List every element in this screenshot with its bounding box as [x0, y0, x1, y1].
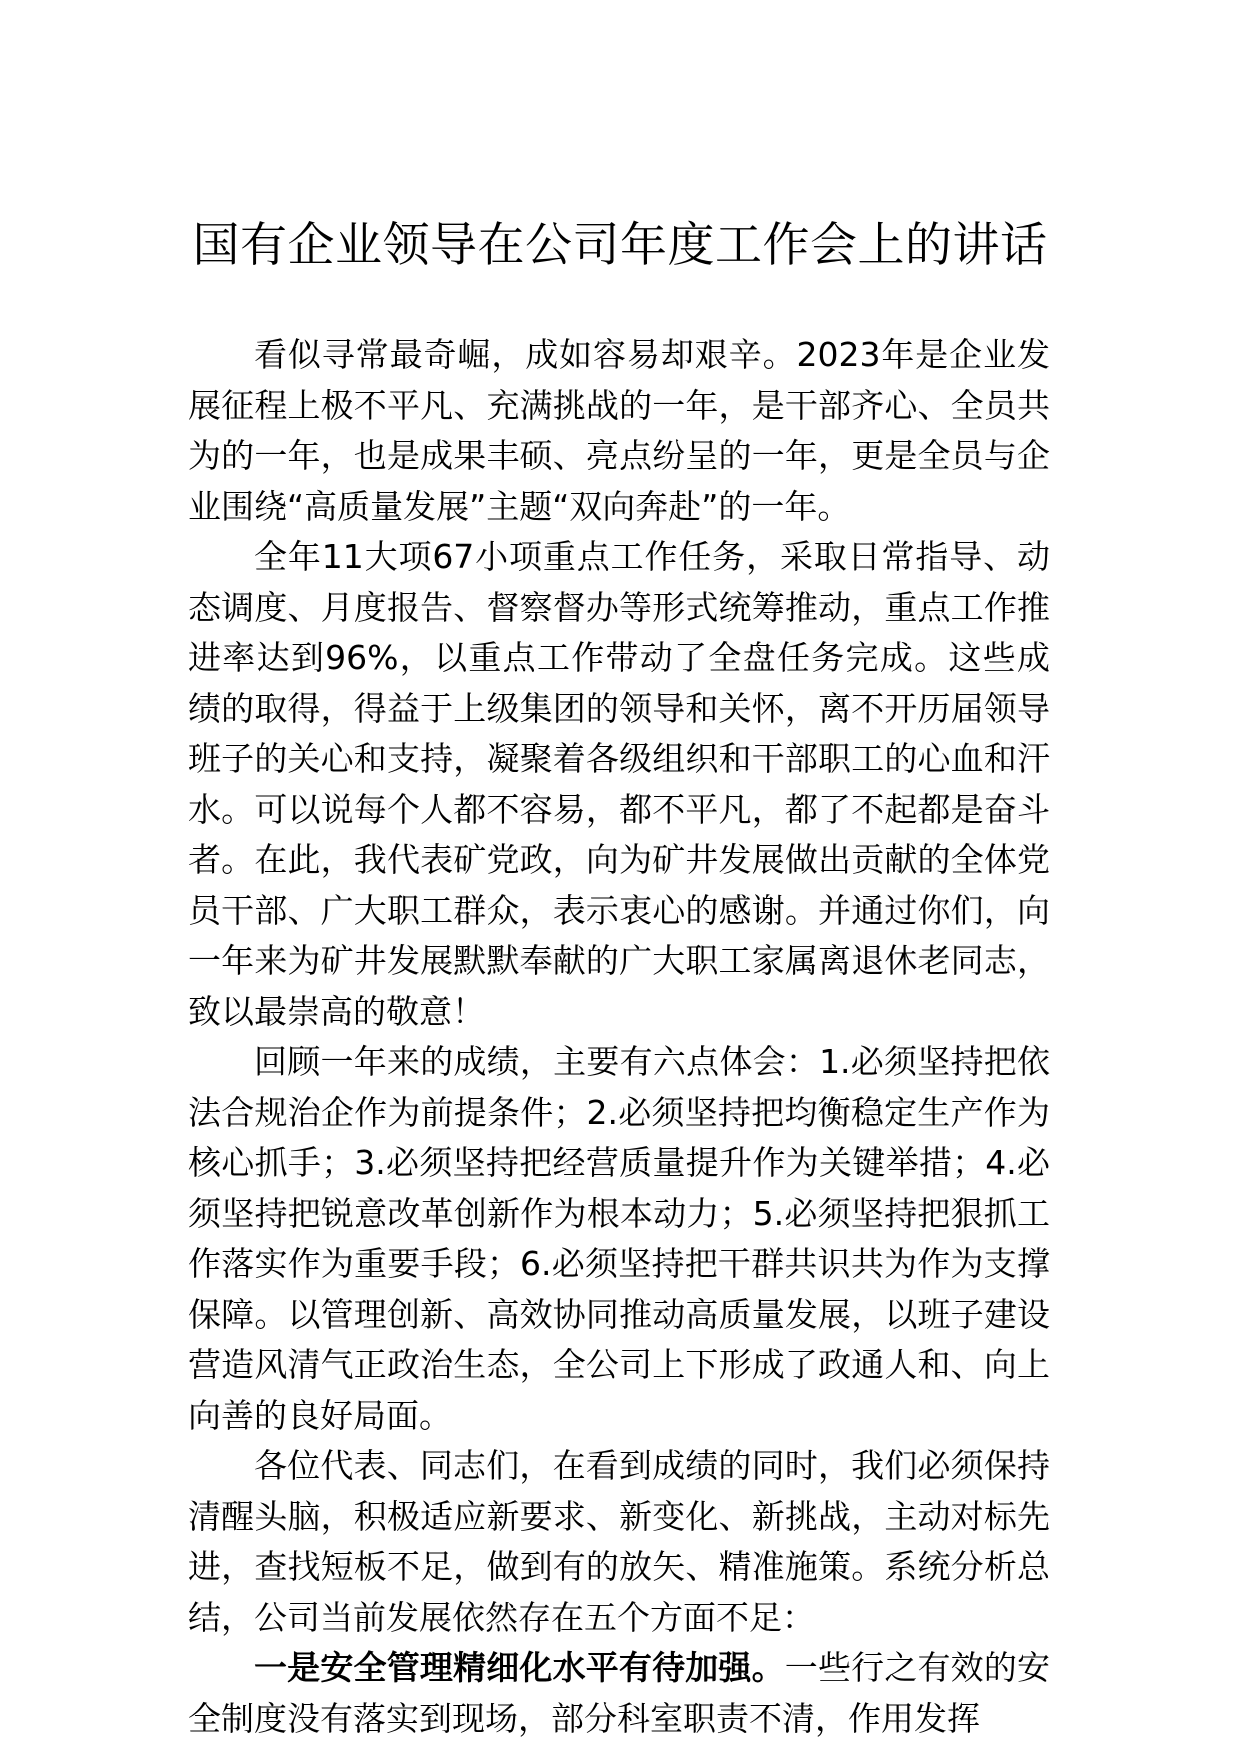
paragraph-3-text: 回顾一年来的成绩，主要有六点体会：1.必须坚持把依法合规治企作为前提条件；2.必须坚持把均衡稳定生产作为核心抓手；3.必须坚持把经营质量提升作为关键举措；4.必须坚持把锐意改革创新作为根本动力；5.必须坚持把狠抓工作落实作为重要手段；6.必须坚持把干群共识共为作为支撑保障。以管理创新、高效协同推动高质量发展，以班子建设营造风清气正政治生态，全公司上下形成了政通人和、向上向善的良好局面。	[188, 1042, 1050, 1435]
document-body	[188, 330, 1050, 1744]
paragraph-5	[188, 1643, 1050, 1744]
paragraph-1	[188, 330, 1050, 532]
paragraph-5-lead: 一是安全管理精细化水平有待加强。	[254, 1648, 785, 1687]
paragraph-4	[188, 1441, 1050, 1643]
paragraph-3	[188, 1037, 1050, 1441]
paragraph-2	[188, 532, 1050, 1037]
paragraph-1-text: 看似寻常最奇崛，成如容易却艰辛。2023年是企业发展征程上极不平凡、充满挑战的一年，是干部齐心、全员共为的一年，也是成果丰硕、亮点纷呈的一年，更是全员与企业围绕“高质量发展”主题“双向奔赴”的一年。	[188, 335, 1050, 526]
document-title: 国有企业领导在公司年度工作会上的讲话	[192, 218, 1048, 273]
paragraph-2-text: 全年11大项67小项重点工作任务，采取日常指导、动态调度、月度报告、督察督办等形式统筹推动，重点工作推进率达到96%，以重点工作带动了全盘任务完成。这些成绩的取得，得益于上级集团的领导和关怀，离不开历届领导班子的关心和支持，凝聚着各级组织和干部职工的心血和汗水。可以说每个人都不容易，都不平凡，都了不起都是奋斗者。在此，我代表矿党政，向为矿井发展做出贡献的全体党员干部、广大职工群众，表示衷心的感谢。并通过你们，向一年来为矿井发展默默奉献的广大职工家属离退休老同志，致以最崇高的敬意！	[188, 537, 1050, 1031]
paragraph-5-text: 一些行之有效的安全制度没有落实到现场，部分科室职责不清，作用发挥	[188, 1648, 1051, 1738]
paragraph-4-text: 各位代表、同志们，在看到成绩的同时，我们必须保持清醒头脑，积极适应新要求、新变化、新挑战，主动对标先进，查找短板不足，做到有的放矢、精准施策。系统分析总结，公司当前发展依然存在五个方面不足：	[188, 1446, 1050, 1637]
